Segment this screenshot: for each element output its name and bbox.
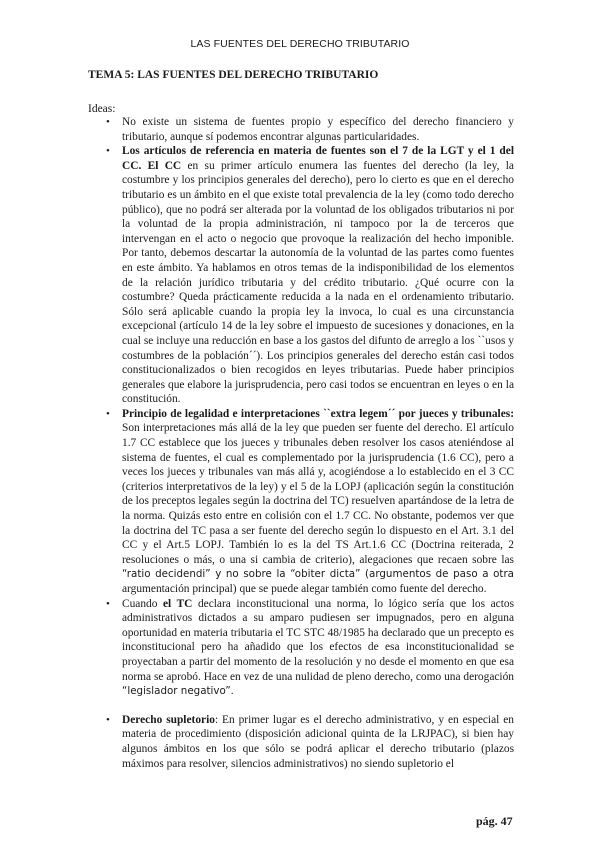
bullet-text: No existe un sistema de fuentes propio y específico del derecho financiero y tributario, aunque sí podemos encontrar algunas particularidades.	[122, 116, 514, 143]
list-item	[106, 144, 514, 407]
bullet-icon: •	[106, 597, 110, 610]
bullet-icon: •	[106, 145, 110, 158]
page-number: pág. 47	[476, 814, 513, 828]
handwritten-quote: “ratio decidendi” y no sobre la “obiter dicta” (argumentos de paso a otra	[122, 568, 514, 581]
ideas-list	[106, 115, 514, 771]
bullet-text: : En primer lugar es el derecho administrativo, y en especial en materia de procedimiento (disposición adicional quinta de la LRJPAC), si bien hay algunos ámbitos en los que sólo se podrá aplicar el derecho tributario (plazos máximos para resolver, silencios administrativos) no siendo supletorio el	[122, 713, 514, 770]
bullet-end: .	[230, 685, 234, 698]
bullet-lead: Los artículos de referencia en materia de fuentes son el 7 de la LGT y el 1 del CC. El CC	[122, 145, 514, 172]
bullet-pre: Cuando	[122, 597, 163, 610]
bullet-lead: Principio de legalidad e interpretaciones ``extra legem´´ por jueces y tribunales:	[122, 407, 514, 420]
running-header: LAS FUENTES DEL DERECHO TRIBUTARIO	[190, 38, 410, 50]
bullet-lead: Derecho supletorio	[122, 713, 215, 726]
list-item	[106, 407, 514, 597]
list-item	[106, 597, 514, 699]
list-item	[106, 713, 514, 771]
bullet-icon: •	[106, 407, 110, 420]
ideas-label: Ideas:	[88, 103, 116, 115]
bullet-icon: •	[106, 713, 110, 726]
handwritten-quote: “legislador negativo”	[122, 685, 231, 698]
bullet-text: Son interpretaciones más allá de la ley que pueden ser fuente del derecho. El artículo 1.7 CC establece que los jueces y tribunales deben resolver los casos ateniéndose al sistema de fuentes, el cual es complementado por la jurisprudencia (1.6 CC), pero a veces los jueces y tribunales van más allá y, acogiéndose a lo establecido en el 3 CC (criterios interpretativos de la ley) y el 5 de la LOPJ (aplicación según la constitución de los preceptos legales según la doctrina del TC) resuelven apartándose de la letra de la norma. Quizás esto entre en colisión con el 1.7 CC. No obstante, podemos ver que la doctrina del TC pasa a ser fuente del derecho según lo dispuesto en el Art. 3.1 del CC y el Art.5 LOPJ. También lo es la del TS Art.1.6 CC (Doctrina reiterada, 2 resoluciones o más, o una si cambia de criterio), alegaciones que recaen sobre las	[122, 422, 514, 566]
section-title: TEMA 5: LAS FUENTES DEL DERECHO TRIBUTARIO	[88, 69, 379, 81]
bullet-icon: •	[106, 116, 110, 128]
bullet-text-end: argumentación principal) que se puede alegar también como fuente del derecho.	[122, 583, 487, 595]
bullet-text: declara inconstitucional una norma, lo lógico sería que los actos administrativos dictados a su amparo pudiesen ser impugnados, pero en alguna oportunidad en materia tributaria el TC STC 48/1985 ha declarado que un precepto es inconstitucional pero ha añadido que los efectos de esa inconstitucionalidad se proyectaban a partir del momento de la resolución y no desde el momento en que esa norma se aprobó. Hace en vez de una nulidad de pleno derecho, como una derogación	[122, 597, 514, 683]
bullet-tc: el TC	[163, 597, 193, 610]
bullet-text: en su primer artículo enumera las fuentes del derecho (la ley, la costumbre y los principios generales del derecho), pero lo cierto es que en el derecho tributario es un ámbito en el que existe total prevalencia de la ley (como todo derecho público), que no podrá ser alterada por la voluntad de los obligados tributarios ni por la voluntad de la propia administración, ni tampoco por la de terceros que intervengan en el acto o negocio que provoque la realización del hecho imponible. Por tanto, debemos descartar la autonomía de la voluntad de las partes como fuentes en este ámbito. Ya hablamos en otros temas de la indisponibilidad de los elementos de la relación jurídico tributaria y del crédito tributario. ¿Qué ocurre con la costumbre? Queda prácticamente reducida a la nada en el ordenamiento tributario. Sólo será aplicable cuando la propia ley la invoca, lo cual es una circunstancia excepcional (artículo 14 de la ley sobre el impuesto de sucesiones y donaciones, en la cual se incluye una reducción en base a los gastos del difunto de arreglo a los ``usos y costumbres de la población´´). Los principios generales del derecho están casi todos constitucionalizados o bien recogidos en leyes tributarias. Puede haber principios generales que elabore la jurisprudencia, pero casi todos se encuentran en leyes o en la constitución.	[122, 159, 514, 406]
list-item	[106, 115, 514, 144]
